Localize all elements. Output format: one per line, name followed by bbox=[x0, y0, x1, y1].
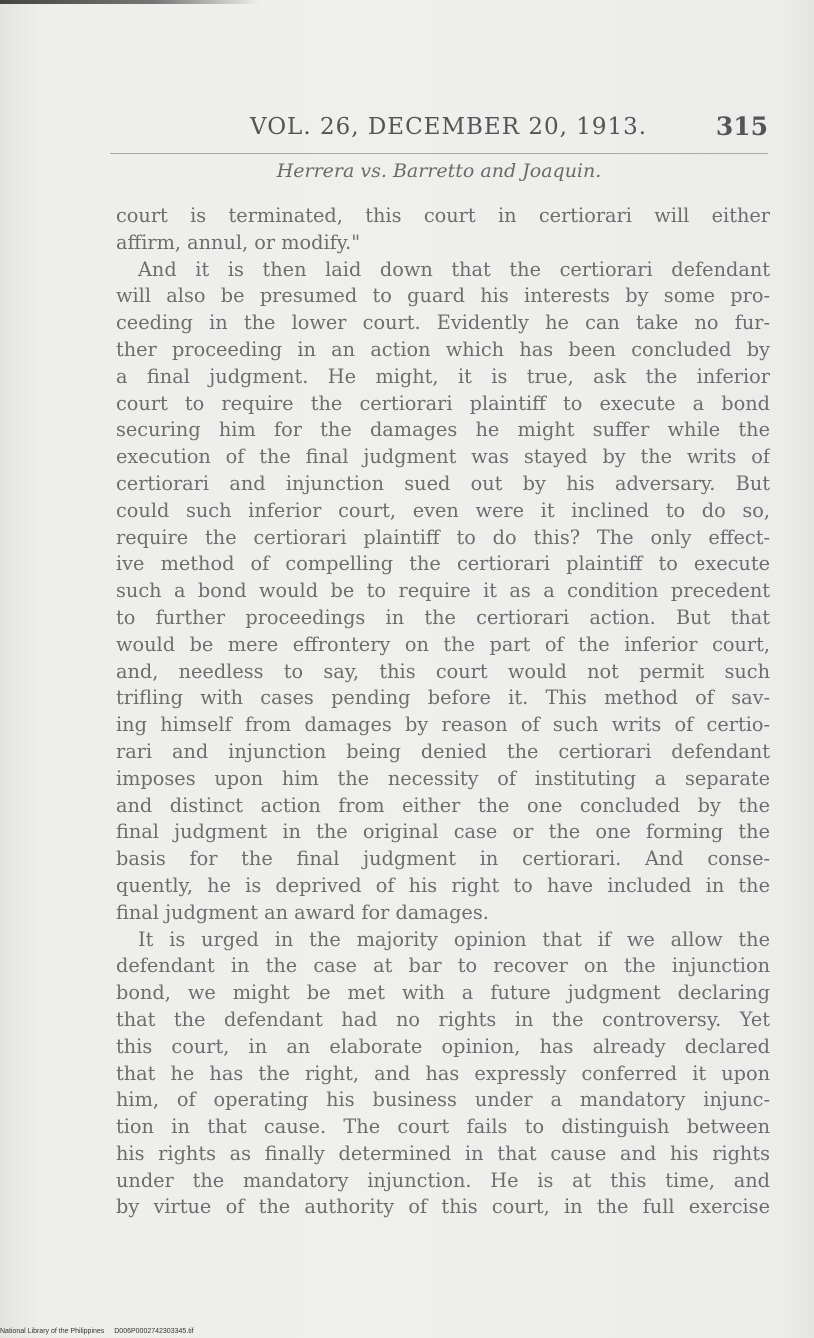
text-line: affirm, annul, or modify." bbox=[116, 230, 361, 254]
case-title: Herrera vs. Barretto and Joaquin. bbox=[276, 160, 602, 182]
text-line: It is urged in the majority opinion that if we allow the bbox=[138, 927, 770, 951]
text-line: court to require the certiorari plaintiff to execute a bond bbox=[116, 391, 770, 415]
text-line: quently, he is deprived of his right to have included in the bbox=[116, 873, 770, 897]
text-line: and, needless to say, this court would not permit such bbox=[116, 659, 770, 683]
text-line: And it is then laid down that the certiorari defendant bbox=[138, 257, 770, 281]
text-line: certiorari and injunction sued out by his adversary. But bbox=[116, 471, 770, 495]
header-rule bbox=[110, 153, 768, 154]
text-line: basis for the final judgment in certiorari. And conse- bbox=[116, 847, 770, 871]
text-line: a final judgment. He might, it is true, ask the inferior bbox=[116, 364, 770, 388]
text-line: his rights as finally determined in that cause and his rights bbox=[116, 1141, 770, 1165]
scan-footer bbox=[0, 1328, 202, 1335]
text-line: such a bond would be to require it as a condition precedent bbox=[116, 579, 770, 603]
text-line: require the certiorari plaintiff to do this? The only effect- bbox=[116, 525, 770, 549]
scan-edge-shadow bbox=[0, 0, 260, 4]
text-line: ther proceeding in an action which has been concluded by bbox=[116, 337, 770, 361]
text-line: final judgment in the original case or the one forming the bbox=[116, 820, 770, 844]
text-line: imposes upon him the necessity of instituting a separate bbox=[116, 766, 770, 790]
text-line: trifling with cases pending before it. This method of sav- bbox=[116, 686, 770, 710]
text-line: and distinct action from either the one concluded by the bbox=[116, 793, 770, 817]
scan-identifier: D006P0002742303345.tif bbox=[114, 1328, 194, 1335]
text-line: this court, in an elaborate opinion, has already declared bbox=[116, 1034, 770, 1058]
text-line: will also be presumed to guard his interests by some pro- bbox=[116, 284, 770, 308]
text-line: to further proceedings in the certiorari action. But that bbox=[116, 605, 770, 629]
page-header bbox=[110, 112, 768, 148]
text-line: final judgment an award for damages. bbox=[116, 900, 489, 924]
text-line: rari and injunction being denied the certiorari defendant bbox=[116, 739, 770, 763]
text-line: could such inferior court, even were it inclined to do so, bbox=[116, 498, 770, 522]
text-line: securing him for the damages he might suffer while the bbox=[116, 418, 770, 442]
text-line: tion in that cause. The court fails to distinguish between bbox=[116, 1115, 770, 1139]
library-credit: National Library of the Philippines bbox=[0, 1328, 105, 1335]
text-line: would be mere effrontery on the part of the inferior court, bbox=[116, 632, 770, 656]
text-line: ing himself from damages by reason of such writs of certio- bbox=[116, 713, 770, 737]
text-line: by virtue of the authority of this court, in the full exercise bbox=[116, 1195, 770, 1219]
text-line: under the mandatory injunction. He is at this time, and bbox=[116, 1168, 770, 1192]
text-line: that the defendant had no rights in the controversy. Yet bbox=[116, 1007, 770, 1031]
text-line: defendant in the case at bar to recover on the injunction bbox=[116, 954, 770, 978]
body-text bbox=[116, 203, 770, 1221]
text-line: ive method of compelling the certiorari plaintiff to execute bbox=[116, 552, 770, 576]
text-line: execution of the final judgment was stayed by the writs of bbox=[116, 445, 770, 469]
page-number: 315 bbox=[715, 112, 768, 141]
running-title: VOL. 26, DECEMBER 20, 1913. bbox=[250, 114, 648, 140]
text-line: court is terminated, this court in certiorari will either bbox=[116, 204, 770, 227]
text-line: ceeding in the lower court. Evidently he can take no fur- bbox=[116, 311, 770, 335]
text-line: that he has the right, and has expressly conferred it upon bbox=[116, 1061, 770, 1085]
text-line: him, of operating his business under a mandatory injunc- bbox=[116, 1088, 770, 1112]
text-line: bond, we might be met with a future judgment declaring bbox=[116, 981, 770, 1005]
